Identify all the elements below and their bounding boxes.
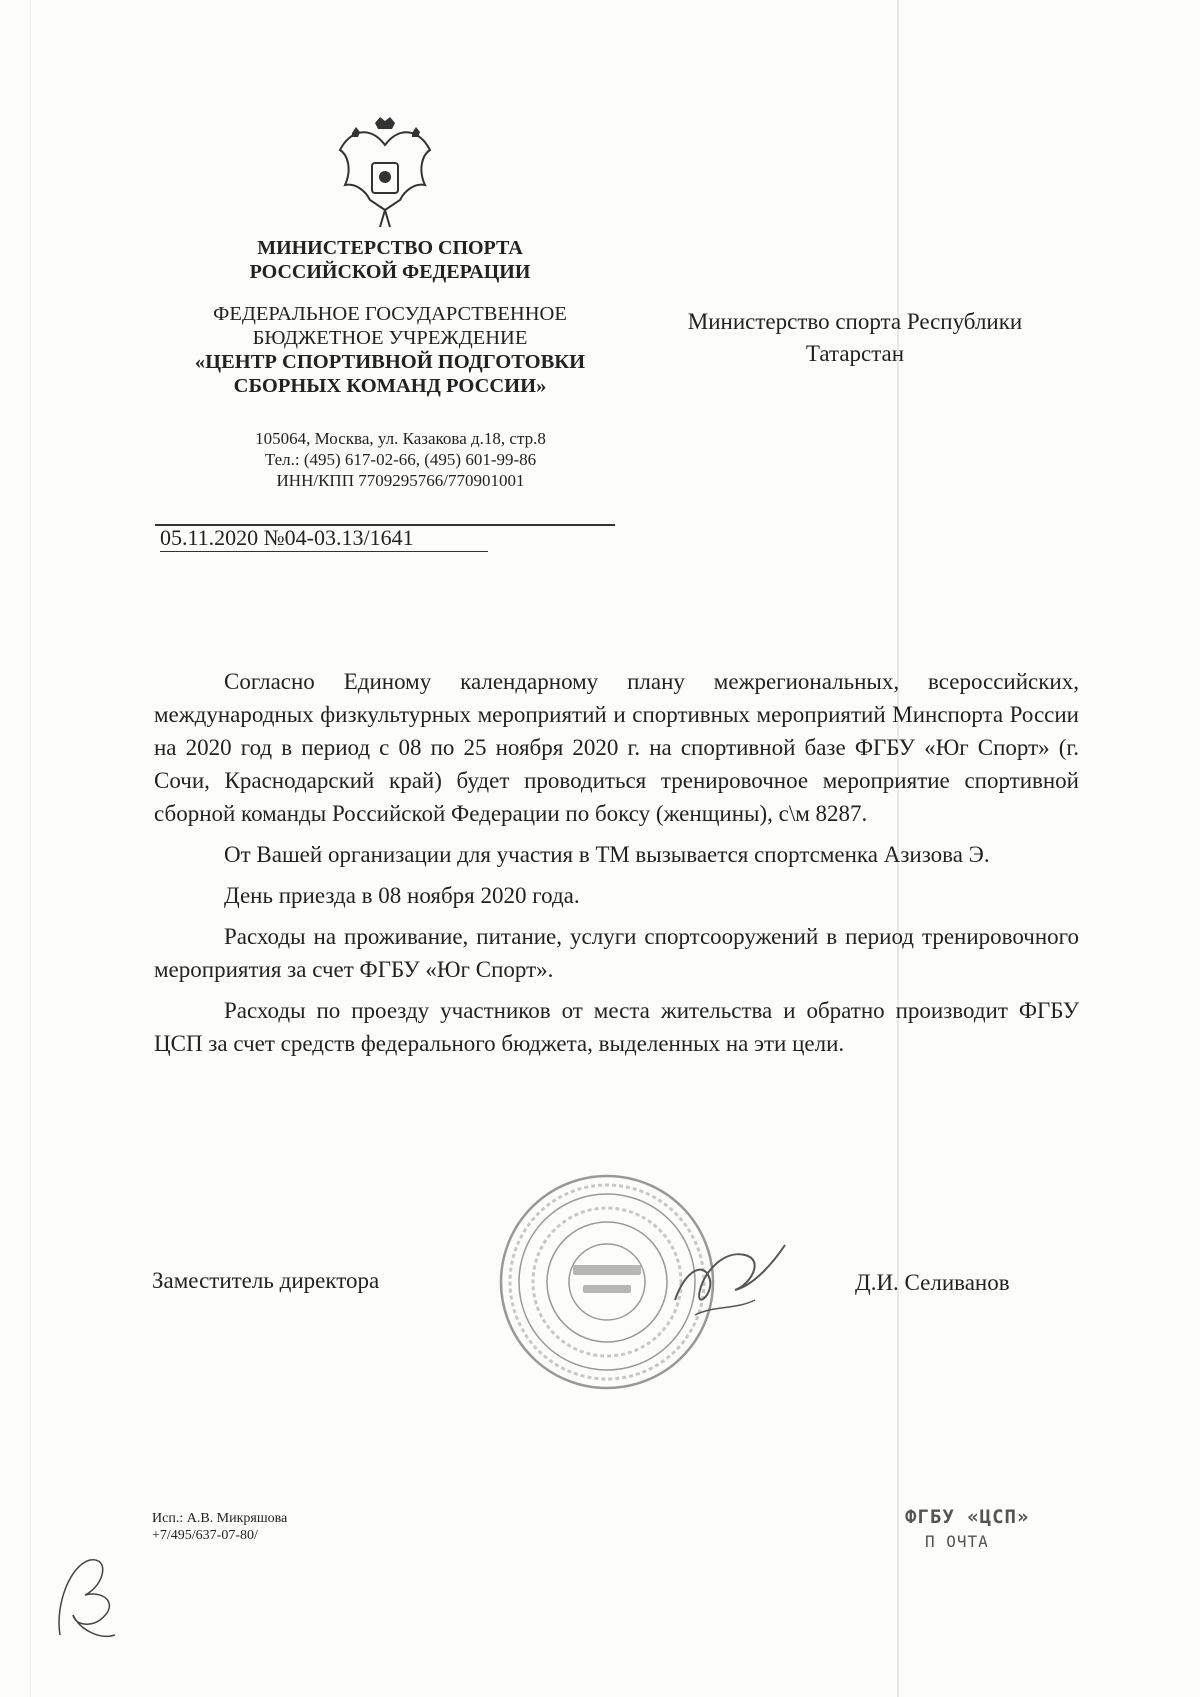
org-line-1: ФЕДЕРАЛЬНОЕ ГОСУДАРСТВЕННОЕ — [213, 303, 567, 325]
post-stamp-line-1: ФГБУ «ЦСП» — [905, 1506, 1030, 1528]
post-stamp-line-2: П ОЧТА — [925, 1532, 989, 1551]
signer-position: Заместитель директора — [152, 1268, 380, 1293]
ministry-line-2: РОССИЙСКОЙ ФЕДЕРАЦИИ — [249, 261, 531, 283]
body-paragraph: День приезда в 08 ноября 2020 года. — [224, 883, 580, 908]
org-line-4: СБОРНЫХ КОМАНД РОССИИ» — [233, 375, 547, 397]
body-paragraph: От Вашей организации для участия в ТМ вызывается спортсменка Азизова Э. — [224, 842, 990, 867]
recipient-block — [640, 306, 1070, 370]
org-line-3: «ЦЕНТР СПОРТИВНОЙ ПОДГОТОВКИ — [194, 351, 586, 373]
letter-body — [154, 665, 1079, 1060]
address-line: 105064, Москва, ул. Казакова д.18, стр.8 — [255, 429, 546, 448]
recipient-line-1: Министерство спорта Республики — [687, 309, 1023, 334]
inn-line: ИНН/КПП 7709295766/770901001 — [276, 471, 525, 490]
recipient-line-2: Татарстан — [805, 341, 905, 366]
ministry-title — [150, 236, 630, 284]
registration-underline — [160, 551, 488, 552]
handwritten-signature — [655, 1230, 790, 1340]
signer-name: Д.И. Селиванов — [855, 1270, 1010, 1295]
org-address — [218, 428, 583, 491]
executor-phone: +7/495/637-07-80/ — [152, 1528, 258, 1543]
body-paragraph: Расходы на проживание, питание, услуги спортсооружений в период тренировочного мероприятия за счет ФГБУ «Юг Спорт». — [154, 924, 1079, 982]
body-paragraph: Расходы по проезду участников от места жительства и обратно производит ФГБУ ЦСП за счет средств федерального бюджета, выделенных на эти цели. — [154, 998, 1079, 1056]
post-office-stamp — [905, 1506, 1029, 1551]
coat-of-arms-icon — [330, 115, 440, 235]
organization-name — [150, 302, 630, 398]
body-paragraph: Согласно Единому календарному плану межрегиональных, всероссийских, международных физкультурных мероприятий и спортивных мероприятий Минспорта России на 2020 год в период с 08 по 25 ноября 2020 г. на спортивной базе ФГБУ «Юг Спорт» (г. Сочи, Краснодарский край) будет проводиться тренировочное мероприятие спортивной сборной команды Российской Федерации по боксу (женщины), с\м 8287. — [154, 669, 1079, 826]
executor-info — [152, 1510, 287, 1544]
registration-number: 05.11.2020 №04-03.13/1641 — [160, 525, 414, 550]
executor-initials — [45, 1545, 125, 1645]
ministry-line-1: МИНИСТЕРСТВО СПОРТА — [257, 237, 523, 259]
org-line-2: БЮДЖЕТНОЕ УЧРЕЖДЕНИЕ — [252, 327, 528, 349]
executor-name: Исп.: А.В. Микряшова — [152, 1511, 288, 1526]
scan-edge-line — [30, 0, 31, 1697]
phone-line: Тел.: (495) 617-02-66, (495) 601-99-86 — [264, 450, 537, 469]
